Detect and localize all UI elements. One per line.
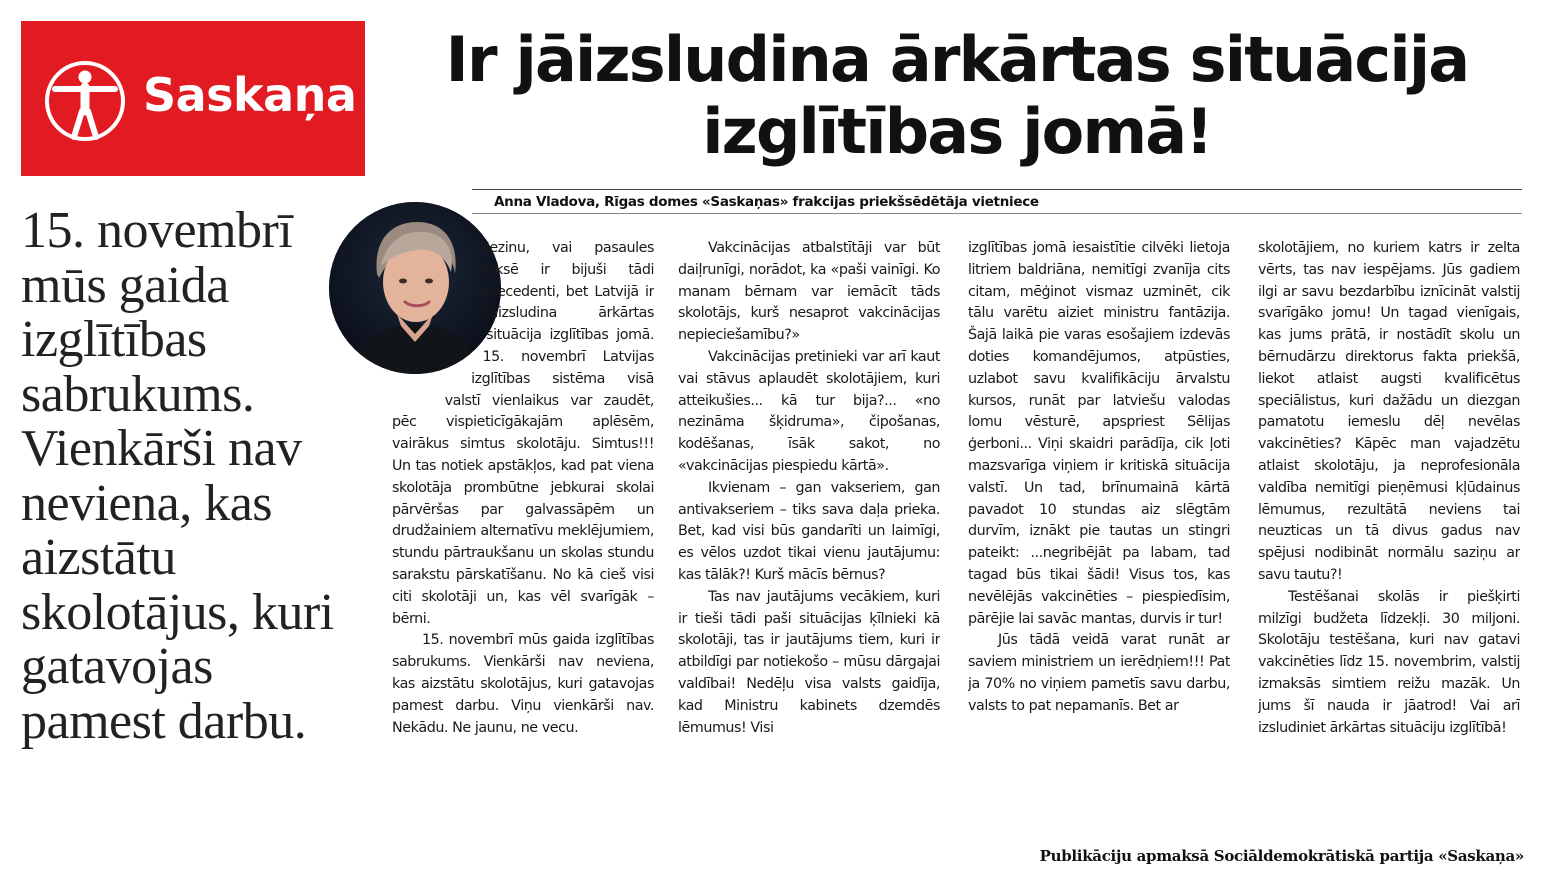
party-logo <box>21 21 365 176</box>
byline-bottom-rule <box>472 213 1522 214</box>
paragraph: izglītības jomā iesaistītie cilvēki lietoja litriem baldriāna, nemitīgi zvanīja cits citam, mēģinot vismaz uzminēt, cik tālu varētu aiziet ministru fantāzija. Šajā laikā pie varas esošajiem izdevās doties komandējumos, atpūsties, uzlabot savu kvalifikāciju ārvalstu kursos, runāt par latviešu valodas lomu vēsturē, apspriest Sēlijas ģerboni... Viņi skaidri parādīja, cik ļoti mazsvarīga viņiem ir kritiskā situācija valstī. Un tad, brīnumainā kārtā pavadot 10 stundas aiz slēgtām durvīm, iznākt pie tautas un stingri pateikt: ...negribējāt pa labam, tad tagad būs tikai šādi! Visus tos, kas nevēlējās vakcinēties – piespiedīsim, pārējie lai savāc mantas, durvis ir tur! <box>968 240 1230 627</box>
paragraph: Vakcinācijas atbalstītāji var būt daiļrunīgi, norādot, ka «paši vainīgi. Ko manam bērnam var iemācīt tāds skolotājs, kurš nesaprot vakcinācijas nepieciešamību?» <box>678 240 940 344</box>
lead-quote: 15. novembrī mūs gaida izglītības sabrukums. Vienkārši nav neviena, kas aizstātu skolotājus, kuri gatavojas pamest darbu. <box>21 202 334 750</box>
article-column-1 <box>392 238 654 842</box>
brand-name: Saskaņa <box>143 68 357 122</box>
vitruvian-figure-icon <box>43 59 127 143</box>
article-column-2 <box>678 238 940 842</box>
headline-line-2: izglītības jomā! <box>702 95 1212 168</box>
headline-line-1: Ir jāizsludina ārkārtas situācija <box>445 23 1469 96</box>
byline-top-rule <box>472 189 1522 190</box>
headline <box>392 24 1522 168</box>
paragraph: Testēšanai skolās ir piešķirti milzīgi budžeta līdzekļi. 30 miljoni. Skolotāju testēšana, kuri nav gatavi vakcinēties līdz 15. novembrim, valstij izmaksās simtiem reižu mazāk. Un jums šī nauda ir jāatrod! Vai arī izsludiniet ārkārtas situāciju izglītībā! <box>1258 588 1520 736</box>
byline: Anna Vladova, Rīgas domes «Saskaņas» frakcijas priekšsēdētāja vietniece <box>494 194 1039 210</box>
paragraph: skolotājiem, no kuriem katrs ir zelta vērts, tas nav iespējams. Jūs gadiem ilgi ar savu bezdarbību iznīcināt valstij svarīgāko jomu! Un tagad vienīgais, kas jums prātā, ir nostādīt skolu un bērnudārzu direktorus fakta priekšā, liekot atlaist augsti kvalificētus speciālistus, kuri dažādu un diezgan pamatotu iemeslu dēļ nevēlas vakcinēties? Kāpēc man vajadzētu atlaist skolotāju, ja neprofesionāla valdība nemitīgi pieņēmusi kļūdainus lēmumus, rezultātā neviens tai neuzticas un tā divus gadus nav spējusi nodibināt normālu saziņu ar savu tautu?! <box>1258 240 1520 583</box>
paragraph: 15. novembrī mūs gaida izglītības sabrukums. Vienkārši nav neviena, kas aizstātu skolotājus, kuri gatavojas pamest darbu. Viņu vienkārši nav. Nekādu. Ne jaunu, ne vecu. <box>392 632 654 736</box>
paragraph: Tas nav jautājums vecākiem, kuri ir tieši tādi paši situācijas ķīlnieki kā skolotāji, tas ir jautājums tiem, kuri ir atbildīgi par notiekošo – mūsu dārgajai valdībai! Nedēļu visa valsts gaidīja, kad Ministru kabinets dzemdēs lēmumus! Visi <box>678 588 940 736</box>
paragraph: Jūs tādā veidā varat runāt ar saviem ministriem un ierēdņiem!!! Pat ja 70% no viņiem pametīs savu darbu, valsts to pat nepamanīs. Bet ar <box>968 632 1230 714</box>
article-column-3 <box>968 238 1230 842</box>
paid-publication-note: Publikāciju apmaksā Sociāldemokrātiskā partija «Saskaņa» <box>1039 847 1524 865</box>
paragraph: Ikvienam – gan vakseriem, gan antivakseriem – tiks sava daļa prieka. Bet, kad visi būs gandarīti un laimīgi, es vēlos uzdot tikai vienu jautājumu: kas tālāk?! Kurš mācīs bērnus? <box>678 479 940 583</box>
paragraph: Vakcinācijas pretinieki var arī kaut vai stāvus aplaudēt skolotājiem, kuri atteikušies... kā tur bija?... «no nezināma šķidruma», čipošanas, kodēšanas, īsāk sakot, no «vakcinācijas piespiedu kārtā». <box>678 348 940 474</box>
article-column-4 <box>1258 238 1520 842</box>
paragraph: Nezinu, vai pasaules praksē ir bijuši tādi precedenti, bet Latvijā ir jāizsludina ārkārtas situācija izglītības jomā. 15. novembrī Latvijas izglītības sistēma visā valstī vienlaikus var zaudēt, pēc vispieticīgākajām aplēsēm, vairākus simtus skolotāju. Simtus!!! Un tas notiek apstākļos, kad pat viena skolotāja prombūtne jebkurai skolai pārvēršas par galvassāpēm un drudžainiem alternatīvu meklējumiem, stundu pārtraukšanu un skolas stundu sarakstu pārskatīšanu. No kā cieš visi citi skolotāji un, kas vēl svarīgāk – bērni. <box>392 240 654 627</box>
